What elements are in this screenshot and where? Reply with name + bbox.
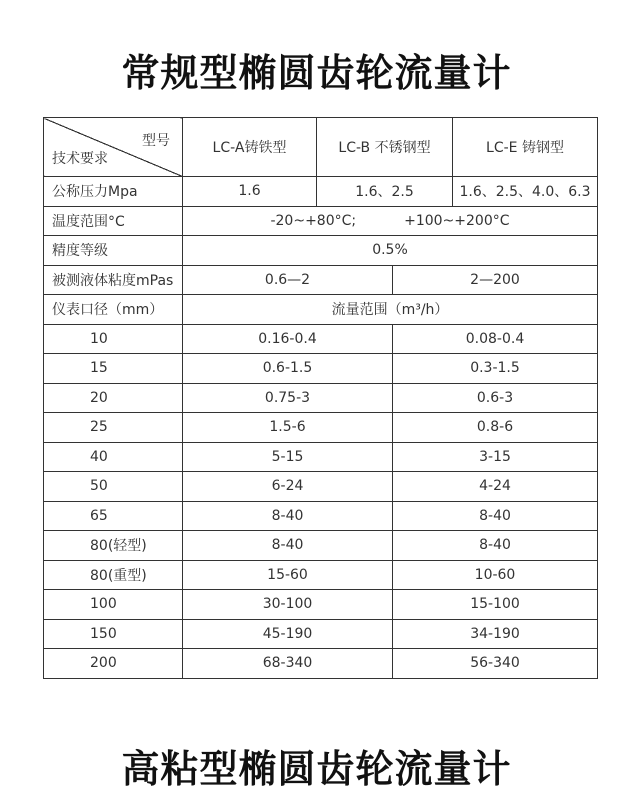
flow-b-cell: 0.6-3 <box>393 383 598 413</box>
requirement-label: 技术要求 <box>52 151 108 167</box>
table-row <box>44 560 598 590</box>
diameter-cell: 10 <box>44 324 183 354</box>
accuracy-value: 0.5% <box>183 236 598 266</box>
flow-range-label: 流量范围（m³/h） <box>183 295 598 325</box>
flow-a-cell: 15-60 <box>183 560 393 590</box>
diameter-cell: 80(重型) <box>44 560 183 590</box>
pressure-value-b: 1.6、2.5 <box>317 177 453 207</box>
table-row <box>44 531 598 561</box>
model-header-b: LC-B 不锈钢型 <box>317 118 453 177</box>
temperature-row <box>44 206 598 236</box>
diameter-header-row <box>44 295 598 325</box>
flow-a-cell: 0.75-3 <box>183 383 393 413</box>
diameter-cell: 20 <box>44 383 183 413</box>
diameter-cell: 50 <box>44 472 183 502</box>
flow-a-cell: 1.5-6 <box>183 413 393 443</box>
flow-a-cell: 6-24 <box>183 472 393 502</box>
pressure-label: 公称压力Mpa <box>44 177 183 207</box>
model-label: 型号 <box>142 133 170 149</box>
accuracy-row <box>44 236 598 266</box>
model-header-e: LC-E 铸钢型 <box>453 118 598 177</box>
table-row <box>44 501 598 531</box>
flow-a-cell: 30-100 <box>183 590 393 620</box>
flow-b-cell: 34-190 <box>393 619 598 649</box>
temperature-value-b: +100~+200°C <box>404 212 510 229</box>
table-row <box>44 619 598 649</box>
flow-b-cell: 4-24 <box>393 472 598 502</box>
flow-b-cell: 3-15 <box>393 442 598 472</box>
flow-b-cell: 0.3-1.5 <box>393 354 598 384</box>
flow-b-cell: 8-40 <box>393 531 598 561</box>
viscosity-value-high: 2—200 <box>393 265 598 295</box>
diameter-cell: 80(轻型) <box>44 531 183 561</box>
diameter-cell: 200 <box>44 649 183 679</box>
temperature-label: 温度范围°C <box>44 206 183 236</box>
flow-b-cell: 0.08-0.4 <box>393 324 598 354</box>
page-title: 常规型椭圆齿轮流量计 <box>121 51 512 95</box>
diameter-cell: 25 <box>44 413 183 443</box>
diameter-cell: 65 <box>44 501 183 531</box>
spec-table <box>43 117 598 679</box>
flow-a-cell: 68-340 <box>183 649 393 679</box>
diameter-label: 仪表口径（mm） <box>44 295 183 325</box>
flow-b-cell: 8-40 <box>393 501 598 531</box>
table-row <box>44 324 598 354</box>
table-row <box>44 354 598 384</box>
flow-a-cell: 8-40 <box>183 501 393 531</box>
accuracy-label: 精度等级 <box>44 236 183 266</box>
flow-b-cell: 15-100 <box>393 590 598 620</box>
flow-a-cell: 0.6-1.5 <box>183 354 393 384</box>
section-title: 高粘型椭圆齿轮流量计 <box>121 747 512 791</box>
flow-a-cell: 0.16-0.4 <box>183 324 393 354</box>
flow-a-cell: 5-15 <box>183 442 393 472</box>
table-row <box>44 413 598 443</box>
viscosity-label: 被测液体粘度mPas <box>44 265 183 295</box>
flow-b-cell: 56-340 <box>393 649 598 679</box>
pressure-value-e: 1.6、2.5、4.0、6.3 <box>453 177 598 207</box>
table-row <box>44 472 598 502</box>
flow-b-cell: 0.8-6 <box>393 413 598 443</box>
diameter-cell: 150 <box>44 619 183 649</box>
viscosity-value-low: 0.6—2 <box>183 265 393 295</box>
diameter-cell: 40 <box>44 442 183 472</box>
diagonal-header-cell <box>44 118 183 177</box>
temperature-value <box>183 206 598 236</box>
flow-b-cell: 10-60 <box>393 560 598 590</box>
viscosity-row <box>44 265 598 295</box>
pressure-value-a: 1.6 <box>183 177 317 207</box>
flow-a-cell: 45-190 <box>183 619 393 649</box>
table-header-row <box>44 118 598 177</box>
table-row <box>44 383 598 413</box>
flow-a-cell: 8-40 <box>183 531 393 561</box>
diameter-cell: 15 <box>44 354 183 384</box>
diameter-cell: 100 <box>44 590 183 620</box>
temperature-value-a: -20~+80°C; <box>270 212 357 229</box>
table-row <box>44 649 598 679</box>
table-row <box>44 590 598 620</box>
pressure-row <box>44 177 598 207</box>
model-header-a: LC-A铸铁型 <box>183 118 317 177</box>
table-row <box>44 442 598 472</box>
